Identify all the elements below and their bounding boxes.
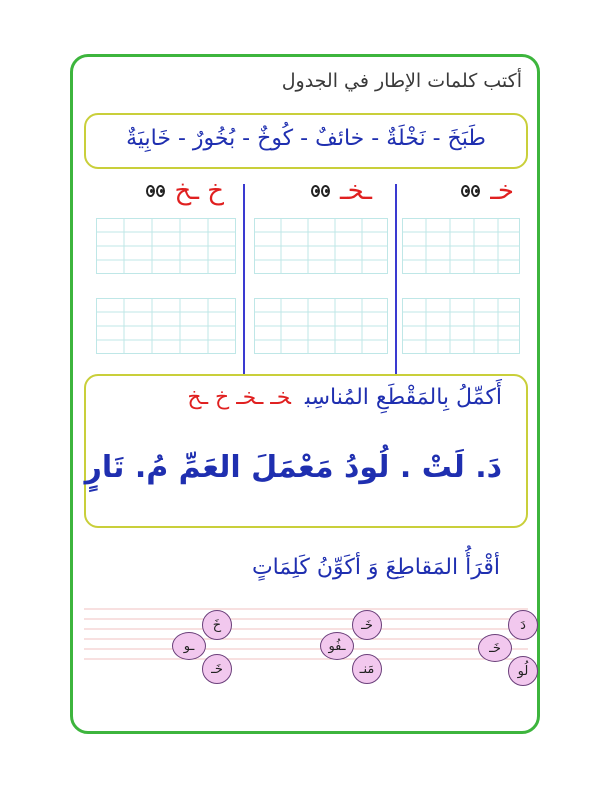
word-list: طَبَخَ - نَخْلَةٌ - خائفٌ - كُوخٌ - بُخُورٌ - خَابِيَةٌ	[126, 126, 486, 151]
syllable-petal: خَ	[202, 610, 232, 640]
syllable-petal: ـفُو	[320, 632, 354, 660]
syllable-petal: خَـ	[202, 654, 232, 684]
writing-grid[interactable]	[254, 298, 388, 354]
column-letters: ـخـ	[339, 176, 372, 206]
eyes-icon	[311, 185, 330, 197]
writing-grid[interactable]	[402, 298, 520, 354]
writing-grid[interactable]	[96, 298, 236, 354]
syllable-options: خـ ـخـ خ ـخ	[187, 385, 291, 410]
writing-lines[interactable]	[84, 605, 528, 665]
exercise2-instruction-line	[187, 385, 502, 410]
writing-grid[interactable]	[96, 218, 236, 274]
exercise3-instruction: أقْرَأُ المَقاطِعَ وَ أكَوِّنُ كَلِمَاتٍ	[251, 555, 500, 580]
column-divider	[243, 184, 245, 374]
exercise1-instruction: أكتب كلمات الإطار في الجدول	[281, 70, 522, 92]
syllable-petal: دَ	[508, 610, 538, 640]
column-letters: خ ـخ	[174, 176, 224, 206]
column-divider	[395, 184, 397, 374]
column-header-1	[461, 176, 514, 206]
column-letters: خـ	[490, 176, 514, 206]
eyes-icon	[146, 185, 165, 197]
syllable-petal: مَنـ	[352, 654, 382, 684]
eyes-icon	[461, 185, 480, 197]
writing-grid[interactable]	[402, 218, 520, 274]
column-header-3	[146, 176, 224, 206]
fill-in-sentence[interactable]: دَ. لَتْ . لُودُ مَعْمَلَ العَمِّ مُ. تَارٍ	[84, 450, 502, 485]
exercise2-instruction: أَكمِّلُ بِالمَقْطَعِ المُناسِب	[304, 385, 502, 410]
column-header-2	[311, 176, 372, 206]
syllable-petal: خَـ	[352, 610, 382, 640]
syllable-petal: لُو	[508, 656, 538, 686]
syllable-petal: خَـ	[478, 634, 512, 662]
syllable-petal: ـو	[172, 632, 206, 660]
writing-grid[interactable]	[254, 218, 388, 274]
